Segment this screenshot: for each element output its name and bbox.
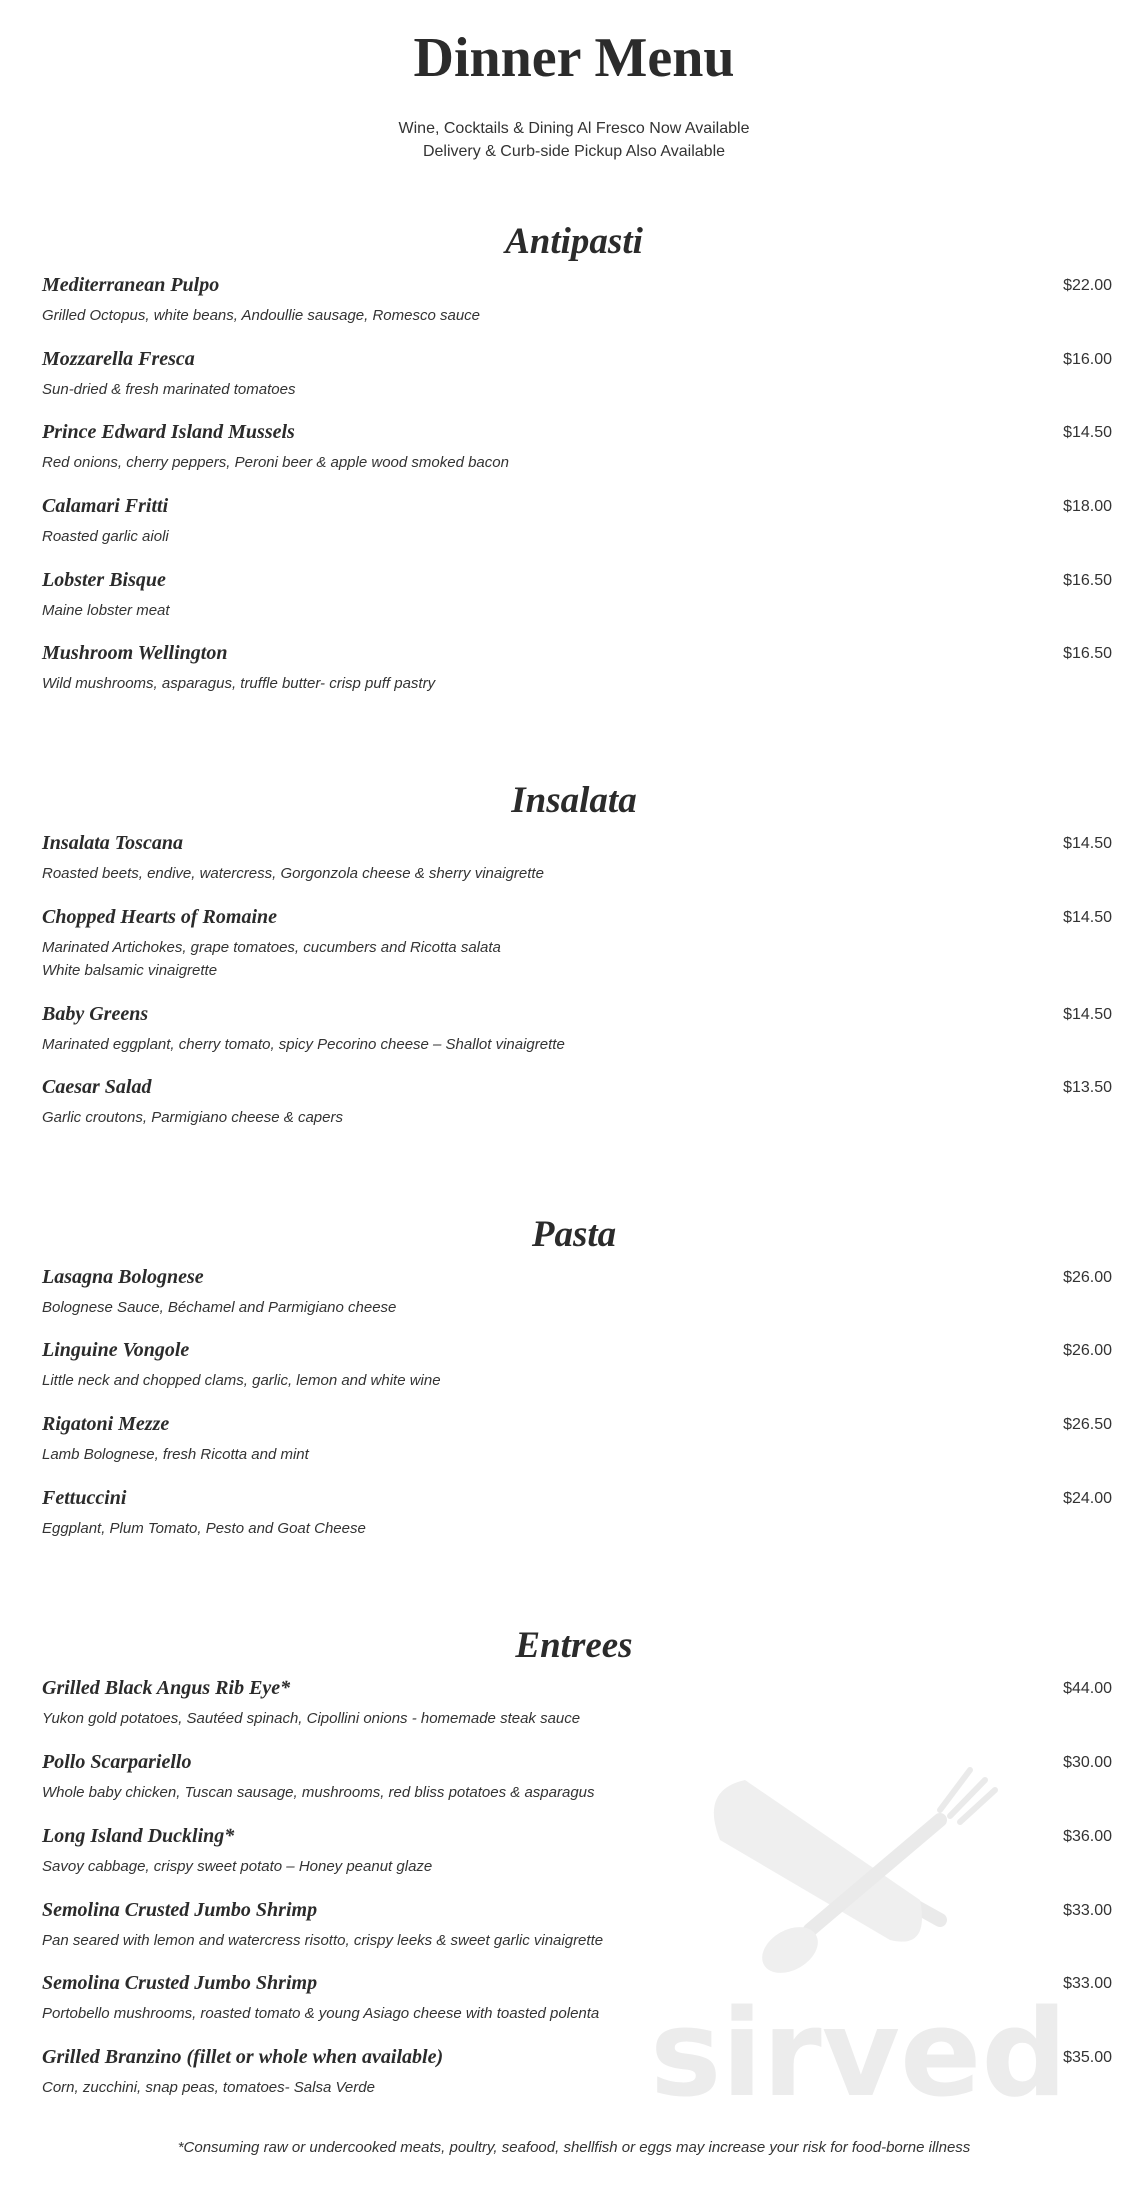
item-description-line: Grilled Octopus, white beans, Andoullie sausage, Romesco sauce bbox=[42, 307, 481, 324]
item-name: Grilled Branzino (fillet or whole when available) bbox=[42, 2046, 444, 2068]
item-description-line: Roasted beets, endive, watercress, Gorgonzola cheese & sherry vinaigrette bbox=[42, 865, 544, 882]
item-name: Chopped Hearts of Romaine bbox=[42, 906, 278, 928]
sirved-watermark bbox=[640, 1730, 1110, 2110]
item-description bbox=[42, 525, 1112, 548]
item-name: Lobster Bisque bbox=[42, 569, 166, 591]
item-description-line: Portobello mushrooms, roasted tomato & young Asiago cheese with toasted polenta bbox=[42, 2005, 600, 2022]
item-description-line: Roasted garlic aioli bbox=[42, 528, 169, 545]
item-price: $26.00 bbox=[1063, 1342, 1112, 1359]
item-description bbox=[42, 936, 1112, 982]
item-name: Rigatoni Mezze bbox=[42, 1413, 170, 1435]
menu-item bbox=[42, 1411, 1112, 1466]
item-name: Semolina Crusted Jumbo Shrimp bbox=[42, 1899, 318, 1921]
item-price: $44.00 bbox=[1063, 1680, 1112, 1697]
item-price: $16.50 bbox=[1063, 572, 1112, 589]
item-description-line: Corn, zucchini, snap peas, tomatoes- Salsa Verde bbox=[42, 2079, 375, 2096]
item-price: $14.50 bbox=[1063, 909, 1112, 926]
subtitle-line: Delivery & Curb-side Pickup Also Available bbox=[422, 143, 726, 160]
item-name: Grilled Black Angus Rib Eye* bbox=[42, 1677, 291, 1699]
item-description-line: Garlic croutons, Parmigiano cheese & capers bbox=[42, 1109, 343, 1126]
item-name: Mediterranean Pulpo bbox=[42, 274, 220, 296]
section-heading-pasta: Pasta bbox=[531, 1214, 617, 1255]
item-description-line: Yukon gold potatoes, Sautéed spinach, Cipollini onions - homemade steak sauce bbox=[42, 1710, 581, 1727]
section-heading-entrees: Entrees bbox=[515, 1625, 633, 1666]
item-description-line: Maine lobster meat bbox=[42, 602, 170, 619]
menu-item bbox=[42, 419, 1112, 474]
item-description bbox=[42, 1369, 1112, 1392]
item-price: $33.00 bbox=[1063, 1975, 1112, 1992]
item-description bbox=[42, 378, 1112, 401]
item-price: $33.00 bbox=[1063, 1902, 1112, 1919]
item-description bbox=[42, 1517, 1112, 1540]
item-name: Long Island Duckling* bbox=[42, 1825, 235, 1847]
item-description-line: Savoy cabbage, crispy sweet potato – Honey peanut glaze bbox=[42, 1858, 433, 1875]
menu-item bbox=[42, 1485, 1112, 1540]
item-name: Semolina Crusted Jumbo Shrimp bbox=[42, 1972, 318, 1994]
item-description bbox=[42, 1106, 1112, 1129]
item-description-line: Pan seared with lemon and watercress risotto, crispy leeks & sweet garlic vinaigrette bbox=[42, 1932, 604, 1949]
item-name: Insalata Toscana bbox=[42, 832, 183, 854]
item-description-line: Marinated Artichokes, grape tomatoes, cucumbers and Ricotta salata bbox=[42, 939, 501, 956]
item-price: $24.00 bbox=[1063, 1490, 1112, 1507]
item-description bbox=[42, 451, 1112, 474]
item-description-line: Sun-dried & fresh marinated tomatoes bbox=[42, 381, 296, 398]
menu-item bbox=[42, 493, 1112, 548]
menu-item bbox=[42, 1337, 1112, 1392]
item-price: $18.00 bbox=[1063, 498, 1112, 515]
item-name: Mushroom Wellington bbox=[42, 642, 228, 664]
item-description-line: Bolognese Sauce, Béchamel and Parmigiano cheese bbox=[42, 1299, 397, 1316]
item-name: Lasagna Bolognese bbox=[42, 1266, 204, 1288]
item-description bbox=[42, 304, 1112, 327]
subtitle-line: Wine, Cocktails & Dining Al Fresco Now Available bbox=[398, 120, 750, 137]
watermark-text: sirved bbox=[650, 1985, 1068, 2110]
section-heading-insalata: Insalata bbox=[511, 780, 637, 821]
menu-item bbox=[42, 346, 1112, 401]
item-name: Calamari Fritti bbox=[42, 495, 169, 517]
item-price: $16.00 bbox=[1063, 351, 1112, 368]
item-price: $16.50 bbox=[1063, 645, 1112, 662]
disclaimer-note: *Consuming raw or undercooked meats, poultry, seafood, shellfish or eggs may increase your risk for food-borne illness bbox=[177, 2139, 971, 2156]
menu-item bbox=[42, 904, 1112, 982]
item-description-line: White balsamic vinaigrette bbox=[42, 962, 218, 979]
item-description bbox=[42, 862, 1112, 885]
item-description-line: Wild mushrooms, asparagus, truffle butter- crisp puff pastry bbox=[42, 675, 436, 692]
item-description-line: Lamb Bolognese, fresh Ricotta and mint bbox=[42, 1446, 309, 1463]
menu-item bbox=[42, 830, 1112, 885]
page-title: Dinner Menu bbox=[413, 27, 735, 89]
item-price: $30.00 bbox=[1063, 1754, 1112, 1771]
item-name: Baby Greens bbox=[42, 1003, 149, 1025]
item-price: $35.00 bbox=[1063, 2049, 1112, 2066]
item-description-line: Eggplant, Plum Tomato, Pesto and Goat Cheese bbox=[42, 1520, 366, 1537]
menu-item bbox=[42, 1001, 1112, 1056]
item-price: $14.50 bbox=[1063, 424, 1112, 441]
item-price: $13.50 bbox=[1063, 1079, 1112, 1096]
item-description bbox=[42, 1296, 1112, 1319]
item-name: Linguine Vongole bbox=[42, 1339, 190, 1361]
section-heading-antipasti: Antipasti bbox=[505, 221, 643, 262]
item-description bbox=[42, 1707, 1112, 1730]
menu-item bbox=[42, 567, 1112, 622]
item-description-line: Red onions, cherry peppers, Peroni beer & apple wood smoked bacon bbox=[42, 454, 509, 471]
item-price: $26.00 bbox=[1063, 1269, 1112, 1286]
item-price: $36.00 bbox=[1063, 1828, 1112, 1845]
menu-item bbox=[42, 1675, 1112, 1730]
item-description bbox=[42, 599, 1112, 622]
item-description bbox=[42, 1443, 1112, 1466]
menu-item bbox=[42, 640, 1112, 695]
item-description-line: Marinated eggplant, cherry tomato, spicy Pecorino cheese – Shallot vinaigrette bbox=[42, 1036, 565, 1053]
item-description bbox=[42, 1033, 1112, 1056]
item-name: Caesar Salad bbox=[42, 1076, 152, 1098]
item-description-line: Whole baby chicken, Tuscan sausage, mushrooms, red bliss potatoes & asparagus bbox=[42, 1784, 595, 1801]
item-name: Prince Edward Island Mussels bbox=[42, 421, 295, 443]
menu-item bbox=[42, 1264, 1112, 1319]
menu-item bbox=[42, 1074, 1112, 1129]
item-name: Fettuccini bbox=[42, 1487, 127, 1509]
fork-spoon-icon bbox=[714, 1770, 995, 1982]
item-description-line: Little neck and chopped clams, garlic, lemon and white wine bbox=[42, 1372, 441, 1389]
item-price: $26.50 bbox=[1063, 1416, 1112, 1433]
item-price: $14.50 bbox=[1063, 1006, 1112, 1023]
item-price: $22.00 bbox=[1063, 277, 1112, 294]
menu-item bbox=[42, 272, 1112, 327]
item-description bbox=[42, 672, 1112, 695]
item-price: $14.50 bbox=[1063, 835, 1112, 852]
item-name: Pollo Scarpariello bbox=[42, 1751, 192, 1773]
item-name: Mozzarella Fresca bbox=[42, 348, 195, 370]
